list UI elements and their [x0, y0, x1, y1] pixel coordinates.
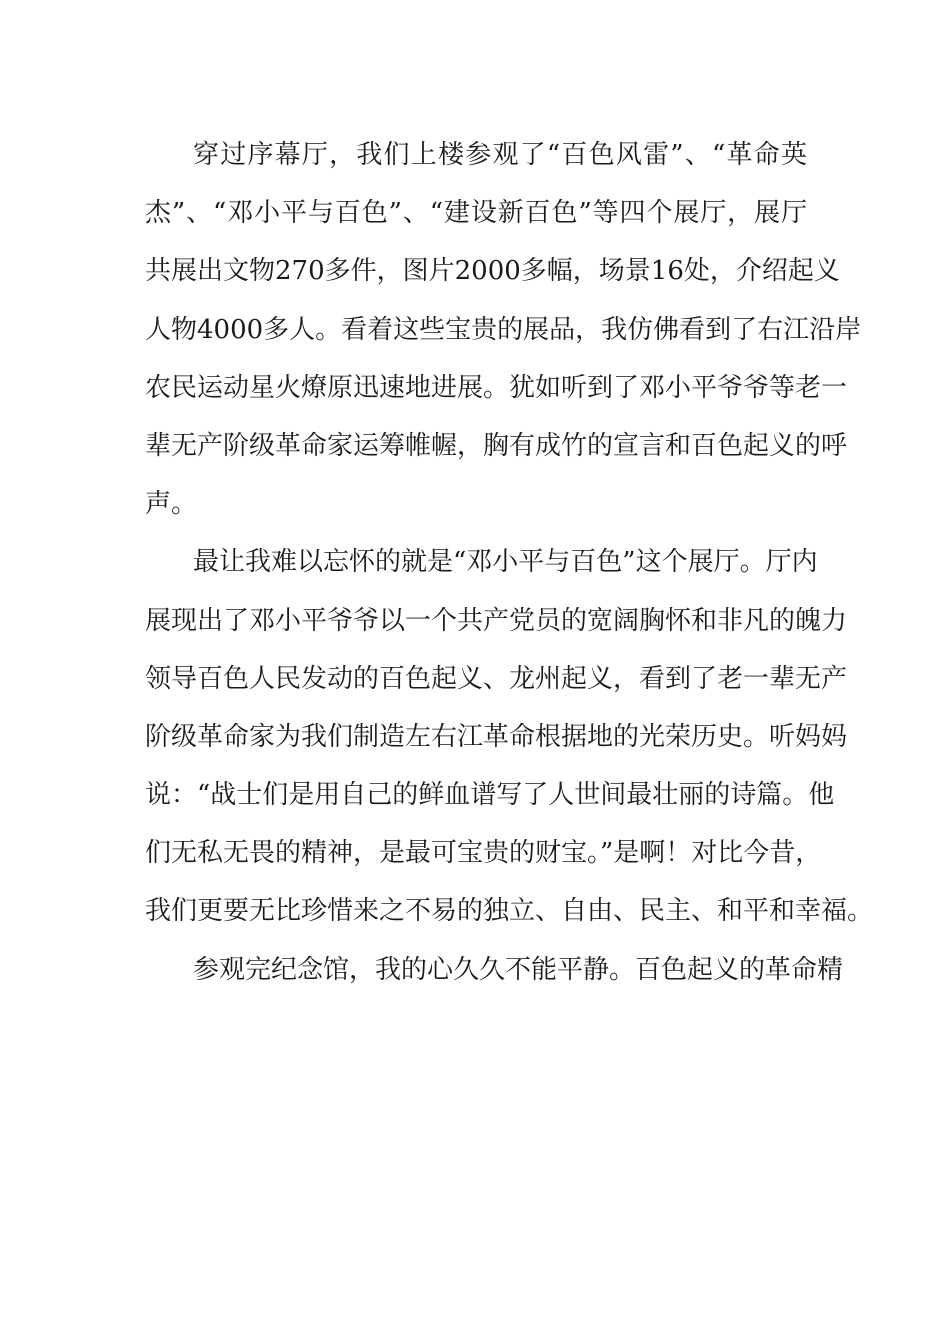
text-line: 最让我难以忘怀的就是“邓小平与百色”这个展厅。厅内	[193, 547, 818, 578]
text-line: 我们更要无比珍惜来之不易的独立、自由、民主、和平和幸福。	[145, 896, 874, 927]
text-line: 人物4000多人。看着这些宝贵的展品，我仿佛看到了右江沿岸	[145, 314, 862, 345]
text-line: 穿过序幕厅，我们上楼参观了“百色风雷”、“革命英	[193, 140, 807, 170]
text-line: 展现出了邓小平爷爷以一个共产党员的宽阔胸怀和非凡的魄力	[145, 605, 848, 636]
paragraph-1	[145, 126, 862, 533]
text-line: 们无私无畏的精神，是最可宝贵的财宝。”是啊！对比今昔，	[145, 838, 822, 869]
text-line: 共展出文物270多件，图片2000多幅，场景16处，介绍起义	[145, 256, 840, 287]
text-line: 杰”、“邓小平与百色”、“建设新百色”等四个展厅，展厅	[145, 198, 807, 229]
text-line: 说：“战士们是用自己的鲜血谱写了人世间最壮丽的诗篇。他	[145, 780, 835, 811]
body-text	[145, 126, 874, 999]
text-line: 农民运动星火燎原迅速地进展。犹如听到了邓小平爷爷等老一	[145, 372, 848, 403]
text-line: 领导百色人民发动的百色起义、龙州起义，看到了老一辈无产	[145, 663, 848, 694]
text-line: 辈无产阶级革命家运筹帷幄，胸有成竹的宣言和百色起义的呼	[145, 430, 848, 461]
text-line: 阶级革命家为我们制造左右江革命根据地的光荣历史。听妈妈	[145, 721, 848, 752]
text-line: 参观完纪念馆，我的心久久不能平静。百色起义的革命精	[193, 954, 844, 985]
text-line: 声。	[145, 489, 198, 520]
paragraph-3	[145, 941, 844, 999]
paragraph-2	[145, 533, 874, 940]
